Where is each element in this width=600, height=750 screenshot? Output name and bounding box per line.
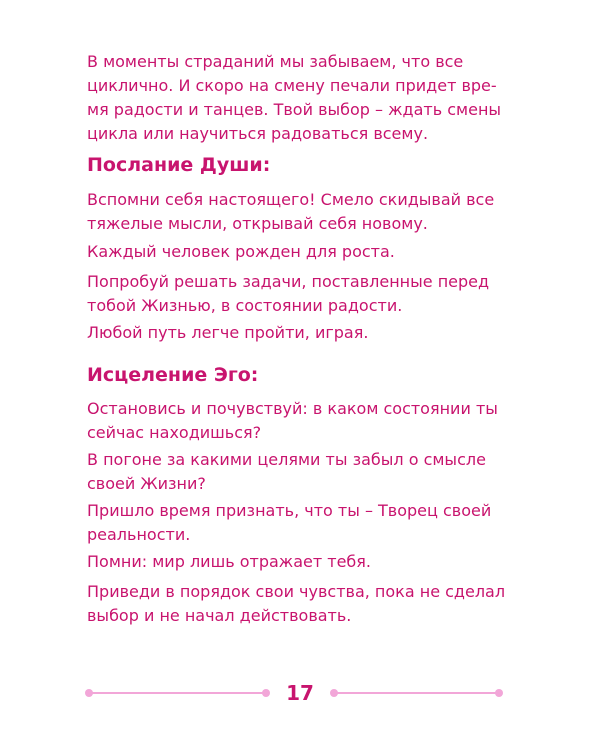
soul-message-paragraph-2: Каждый человек рожден для роста. [87, 242, 395, 261]
ego-healing-heading: Исцеление Эго: [87, 364, 259, 386]
footer-right-line [335, 692, 499, 694]
footer-left-dot-inner [262, 689, 270, 697]
ego-healing-paragraph-3: Пришло время признать, что ты – Творец своей реальности. [87, 501, 492, 544]
soul-message-paragraph-4: Любой путь легче пройти, играя. [87, 323, 369, 342]
ego-healing-paragraph-5: Приведи в порядок свои чувства, пока не сделал выбор и не начал действовать. [87, 582, 506, 625]
intro-paragraph: В моменты страданий мы забываем, что все циклично. И скоро на смену печали придет вре- мя радости и танцев. Твой выбор – ждать смены цикла или научиться радоваться всему. [87, 52, 502, 143]
ego-healing-paragraph-4: Помни: мир лишь отражает тебя. [87, 552, 371, 571]
ego-healing-paragraph-2: В погоне за какими целями ты забыл о смысле своей Жизни? [87, 450, 486, 493]
footer-left-line [90, 692, 266, 694]
ego-healing-paragraph-1: Остановись и почувствуй: в каком состоянии ты сейчас находишься? [87, 399, 498, 442]
page-number: 17 [286, 681, 314, 705]
soul-message-paragraph-1: Вспомни себя настоящего! Смело скидывай все тяжелые мысли, открывай себя новому. [87, 190, 495, 233]
soul-message-paragraph-3: Попробуй решать задачи, поставленные перед тобой Жизнью, в состоянии радости. [87, 272, 490, 315]
footer-right-dot-outer [495, 689, 503, 697]
soul-message-heading: Послание Души: [87, 154, 271, 176]
